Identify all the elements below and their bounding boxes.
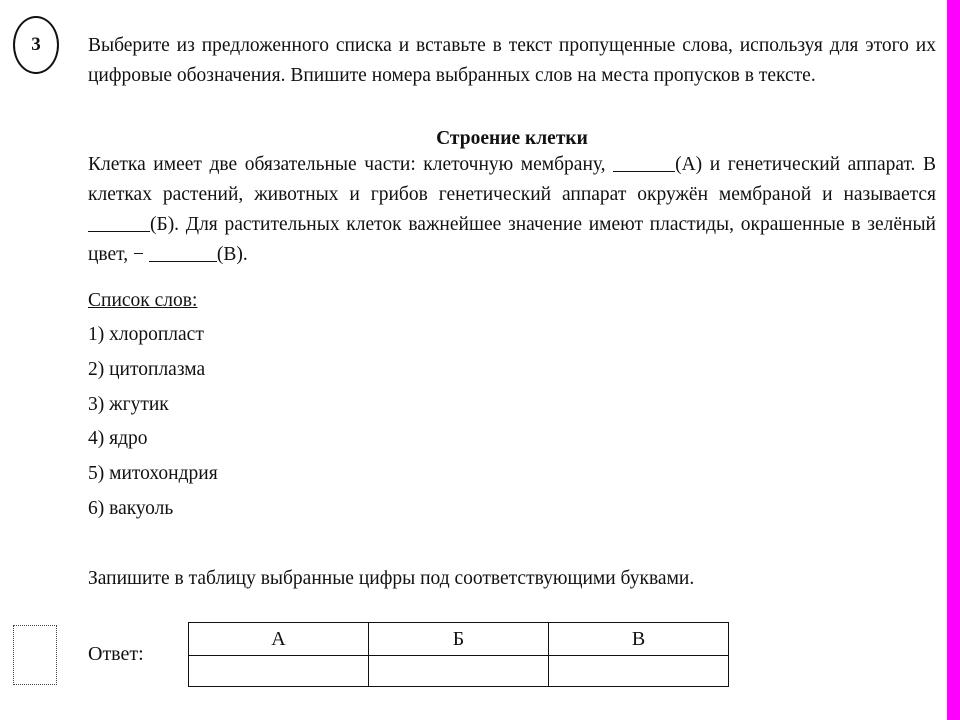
- passage-title: Строение клетки: [436, 128, 588, 149]
- answer-header-v: В: [549, 623, 729, 656]
- task-number: 3: [31, 34, 41, 55]
- answer-header-a: А: [189, 623, 369, 656]
- word-list-item: 3) жгутик: [88, 393, 169, 415]
- word-list-item: 5) митохондрия: [88, 463, 218, 485]
- passage-part-1: Клетка имеет две обязательные части: клеточную мембрану,: [88, 154, 614, 175]
- side-accent-bar: [947, 0, 960, 720]
- answer-instruction: Запишите в таблицу выбранные цифры под соответствующими буквами.: [88, 568, 695, 589]
- word-list: [88, 320, 218, 529]
- word-list-item: 6) вакуоль: [88, 497, 174, 519]
- task-number-badge: [13, 16, 59, 74]
- word-list-item: 2) цитоплазма: [88, 358, 206, 380]
- word-list-title: Список слов:: [88, 290, 198, 311]
- answer-header-b: Б: [369, 623, 549, 656]
- passage-part-4: (В).: [216, 244, 248, 265]
- task-text: Выберите из предложенного списка и вставьте в текст пропущенные слова, используя для этого их цифровые обозначения. Впишите номера выбранных слов на места пропусков в тексте.: [88, 35, 936, 86]
- answer-cell-v[interactable]: [549, 656, 729, 687]
- blank-b: [88, 213, 150, 232]
- answer-cell-a[interactable]: [189, 656, 369, 687]
- word-list-item: 1) хлоропласт: [88, 324, 204, 345]
- word-list-item: 4) ядро: [88, 428, 148, 450]
- answer-table-input-row: [189, 656, 729, 687]
- passage-text: [88, 150, 936, 270]
- passage-part-3: (Б). Для растительных клеток важнейшее значение имеют пластиды, окрашенные в зелёный цвет, −: [88, 214, 936, 265]
- answer-table-header-row: [189, 623, 729, 656]
- answer-table: [188, 622, 729, 687]
- blank-a: [613, 153, 675, 172]
- blank-v: [149, 243, 217, 262]
- answer-cell-b[interactable]: [369, 656, 549, 687]
- score-box: [13, 625, 57, 685]
- answer-label: Ответ:: [88, 643, 144, 665]
- passage-part-2: (А) и генетический аппарат. В клетках растений, животных и грибов генетический аппарат окружён мембраной и называется: [88, 154, 936, 205]
